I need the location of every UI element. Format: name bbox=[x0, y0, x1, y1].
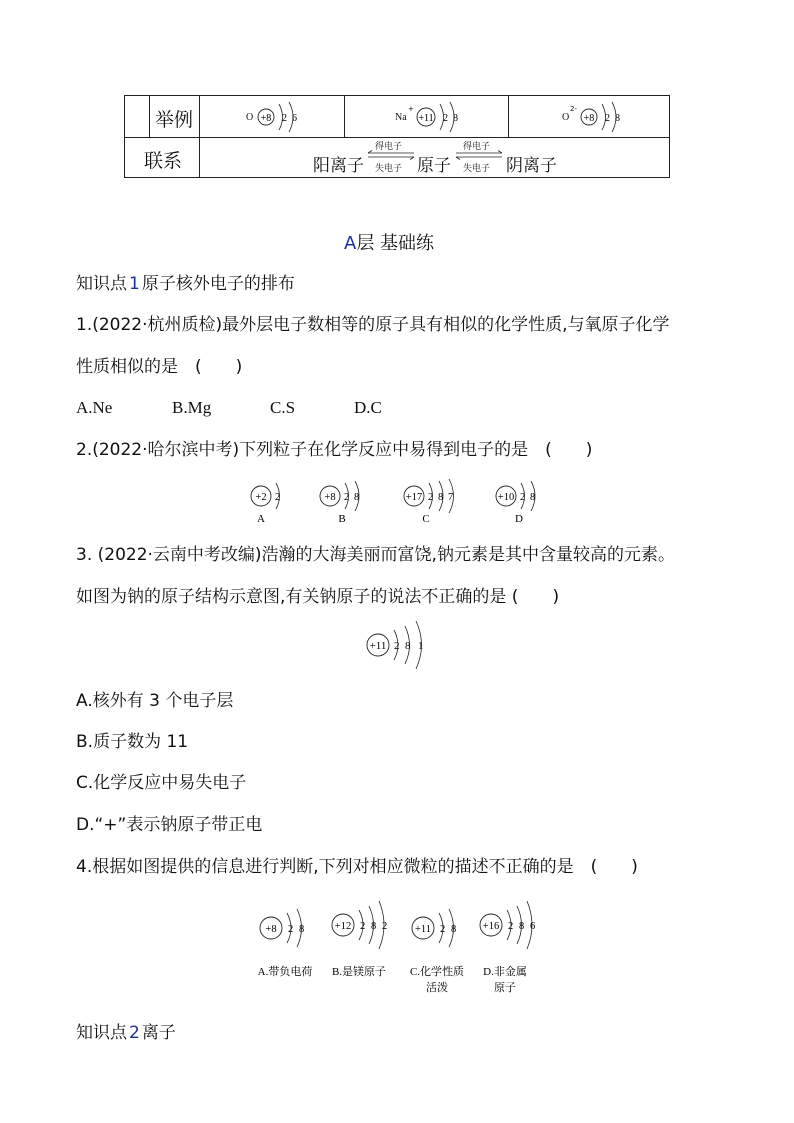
oxygen-atom-diagram bbox=[243, 100, 323, 134]
svg-text:8: 8 bbox=[519, 921, 525, 932]
kp-title: 离子 bbox=[141, 1023, 176, 1043]
lose-label: 失电子 bbox=[463, 164, 491, 174]
option-c: C.S bbox=[270, 398, 296, 417]
q2-diagrams bbox=[240, 478, 560, 530]
svg-text:B: B bbox=[338, 513, 346, 525]
svg-text:8: 8 bbox=[405, 640, 411, 652]
section-title-letter: A bbox=[344, 233, 357, 254]
svg-text:7: 7 bbox=[448, 492, 454, 503]
oxide-ion-diagram bbox=[560, 100, 650, 134]
option-a: A.Ne bbox=[76, 398, 113, 417]
anion-label: 阴离子 bbox=[506, 156, 557, 176]
option-d: D.“+”表示钠原子带正电 bbox=[76, 815, 263, 835]
svg-text:+16: +16 bbox=[482, 921, 500, 932]
double-arrow-icon bbox=[366, 150, 416, 160]
section-title bbox=[344, 229, 434, 255]
svg-text:+2: +2 bbox=[255, 492, 267, 503]
table-divider bbox=[508, 96, 509, 138]
question-4-text: 4.根据如图提供的信息进行判断,下列对相应微粒的描述不正确的是 ( ) bbox=[76, 857, 638, 877]
gain-label: 得电子 bbox=[375, 142, 403, 152]
svg-text:2: 2 bbox=[288, 924, 294, 935]
svg-text:8: 8 bbox=[451, 924, 457, 935]
knowledge-point-heading bbox=[76, 1021, 176, 1045]
svg-text:B.是镁原子: B.是镁原子 bbox=[331, 966, 387, 978]
svg-text:2: 2 bbox=[275, 492, 281, 503]
relation-table bbox=[124, 95, 670, 178]
row-header-relation: 联系 bbox=[144, 150, 183, 172]
sodium-symbol: Na bbox=[395, 112, 407, 123]
atom-label: 原子 bbox=[417, 156, 451, 176]
option-a: A.核外有 3 个电子层 bbox=[76, 691, 234, 711]
table-divider bbox=[344, 96, 345, 138]
option-c: C.化学反应中易失电子 bbox=[76, 773, 247, 793]
option-b: B.Mg bbox=[172, 398, 212, 417]
shell-electrons: 8 bbox=[453, 113, 458, 124]
svg-text:原子: 原子 bbox=[494, 982, 516, 994]
relation-chain bbox=[313, 139, 573, 177]
structure-diagram-a bbox=[251, 483, 280, 525]
kp-prefix: 知识点 bbox=[76, 1023, 127, 1043]
svg-text:2: 2 bbox=[520, 492, 526, 503]
oxygen-symbol: O bbox=[246, 112, 254, 123]
svg-text:2: 2 bbox=[382, 921, 388, 932]
shell-electrons: 2 bbox=[282, 113, 287, 124]
kp-number: 1 bbox=[129, 274, 140, 294]
nucleus-charge: +8 bbox=[583, 113, 595, 124]
svg-text:1: 1 bbox=[418, 640, 424, 652]
lose-label: 失电子 bbox=[375, 164, 403, 174]
svg-text:A: A bbox=[257, 513, 265, 525]
option-d: D.C bbox=[354, 398, 382, 417]
ion-charge: 2- bbox=[570, 105, 577, 113]
gain-label: 得电子 bbox=[463, 142, 491, 152]
svg-text:8: 8 bbox=[371, 921, 377, 932]
structure-diagram bbox=[255, 100, 321, 134]
svg-text:+8: +8 bbox=[265, 924, 277, 935]
double-arrow-icon bbox=[454, 150, 504, 160]
question-1-line1: 1.(2022·杭州质检)最外层电子数相等的原子具有相似的化学性质,与氧原子化学 bbox=[76, 315, 670, 335]
nucleus-charge: +8 bbox=[260, 113, 272, 124]
structure-diagram-b bbox=[320, 481, 359, 525]
structure-diagram bbox=[414, 100, 482, 134]
option-b: B.质子数为 11 bbox=[76, 732, 189, 752]
ion-charge: + bbox=[408, 105, 414, 113]
structure-diagram-a bbox=[258, 909, 313, 978]
structure-diagram-b bbox=[332, 901, 387, 978]
table-divider bbox=[125, 137, 669, 138]
shell-electrons: 2 bbox=[443, 113, 448, 124]
svg-text:2: 2 bbox=[394, 640, 400, 652]
row-header-example: 举例 bbox=[155, 109, 194, 131]
sodium-ion-diagram bbox=[393, 100, 483, 134]
svg-text:+17: +17 bbox=[405, 492, 423, 503]
svg-text:D: D bbox=[515, 513, 523, 525]
svg-text:2: 2 bbox=[428, 492, 434, 503]
svg-text:活泼: 活泼 bbox=[426, 982, 448, 994]
nucleus-charge: +11 bbox=[369, 640, 387, 652]
svg-text:C: C bbox=[422, 513, 430, 525]
structure-diagram-c bbox=[404, 479, 454, 525]
shell-electrons: 8 bbox=[615, 113, 620, 124]
svg-text:+12: +12 bbox=[334, 921, 352, 932]
svg-text:8: 8 bbox=[530, 492, 536, 503]
kp-title: 原子核外电子的排布 bbox=[141, 274, 295, 294]
question-2-text: 2.(2022·哈尔滨中考)下列粒子在化学反应中易得到电子的是 ( ) bbox=[76, 440, 593, 460]
oxide-symbol: O bbox=[562, 112, 570, 123]
structure-diagram-d bbox=[480, 901, 535, 994]
svg-text:+11: +11 bbox=[414, 924, 432, 935]
structure-diagram-d bbox=[496, 481, 535, 525]
svg-text:A.带负电荷: A.带负电荷 bbox=[257, 966, 313, 978]
svg-text:8: 8 bbox=[299, 924, 305, 935]
svg-text:6: 6 bbox=[530, 921, 536, 932]
question-3-line1: 3. (2022·云南中考改编)浩瀚的大海美丽而富饶,钠元素是其中含量较高的元素。 bbox=[76, 545, 675, 565]
svg-text:+10: +10 bbox=[497, 492, 515, 503]
svg-text:8: 8 bbox=[354, 492, 360, 503]
nucleus-charge: +11 bbox=[418, 113, 434, 124]
structure-diagram bbox=[578, 100, 644, 134]
knowledge-point-heading bbox=[76, 272, 295, 296]
svg-text:C.化学性质: C.化学性质 bbox=[409, 966, 465, 978]
svg-text:D.非金属: D.非金属 bbox=[483, 966, 527, 978]
svg-text:2: 2 bbox=[440, 924, 446, 935]
kp-prefix: 知识点 bbox=[76, 274, 127, 294]
structure-diagram-c bbox=[410, 909, 464, 994]
question-1-line2: 性质相似的是 ( ) bbox=[76, 357, 243, 377]
conversion-arrows bbox=[366, 139, 416, 175]
question-3-line2: 如图为钠的原子结构示意图,有关钠原子的说法不正确的是 ( ) bbox=[76, 587, 560, 607]
svg-text:+8: +8 bbox=[324, 492, 336, 503]
q4-diagrams bbox=[255, 896, 555, 998]
sodium-atom-diagram bbox=[365, 616, 435, 672]
svg-text:2: 2 bbox=[360, 921, 366, 932]
conversion-arrows bbox=[454, 139, 504, 175]
shell-electrons: 2 bbox=[605, 113, 610, 124]
svg-text:2: 2 bbox=[344, 492, 350, 503]
section-title-text: 层 基础练 bbox=[356, 233, 435, 254]
svg-text:2: 2 bbox=[508, 921, 514, 932]
svg-text:8: 8 bbox=[438, 492, 444, 503]
cation-label: 阳离子 bbox=[313, 156, 364, 176]
kp-number: 2 bbox=[129, 1023, 140, 1043]
table-divider bbox=[149, 96, 150, 138]
shell-electrons: 6 bbox=[292, 113, 297, 124]
